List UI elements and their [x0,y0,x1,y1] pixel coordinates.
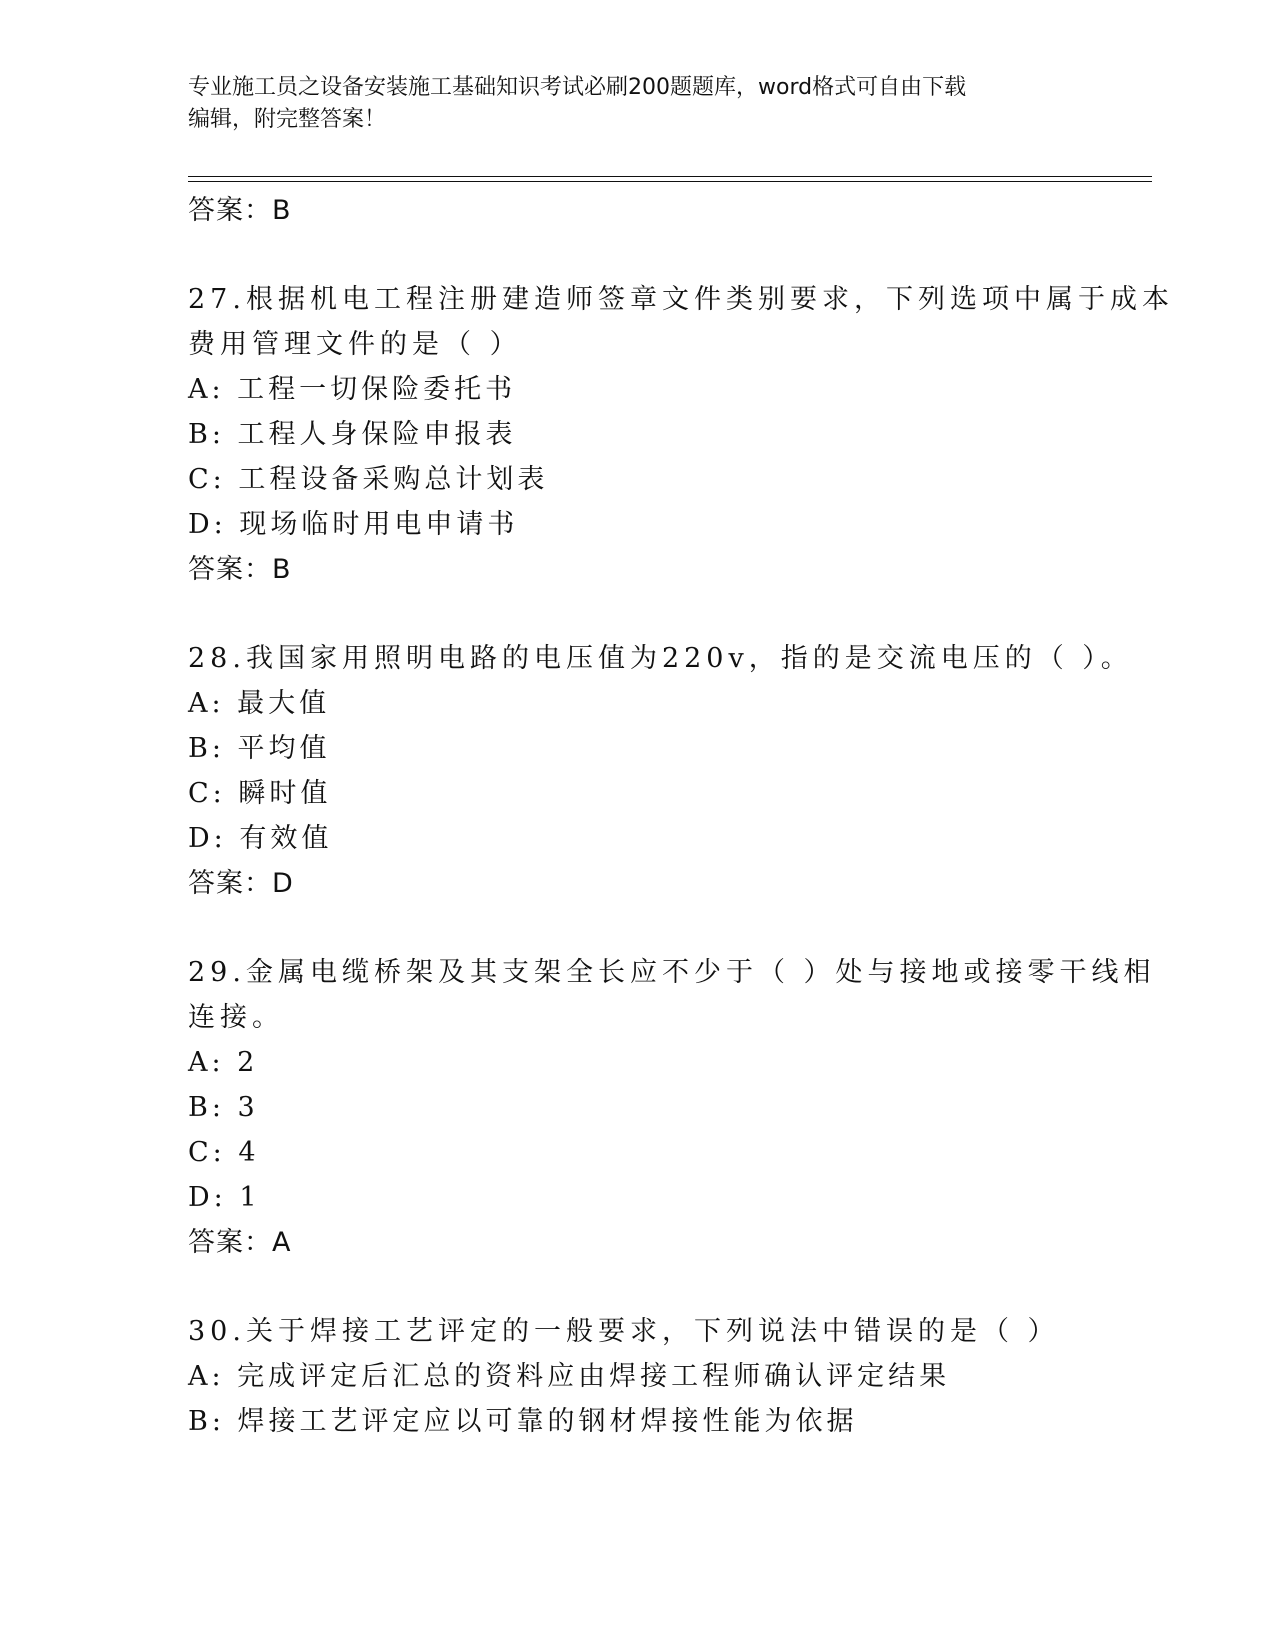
question-stem: 27.根据机电工程注册建造师签章文件类别要求，下列选项中属于成本 [188,284,1174,315]
header-divider-bottom [188,181,1152,182]
question-stem: 28.我国家用照明电路的电压值为220v，指的是交流电压的（ ）。 [188,643,1133,674]
option-a: A: 完成评定后汇总的资料应由焊接工程师确认评定结果 [188,1361,951,1392]
option-a: A: 最大值 [188,688,331,719]
answer-line: 答案：A [188,1227,292,1258]
option-c: C: 瞬时值 [188,778,332,809]
document-body [188,188,1174,1444]
header-line-2: 编辑，附完整答案！ [188,107,387,132]
option-a: A: 工程一切保险委托书 [188,374,517,405]
option-c: C: 4 [188,1137,260,1168]
header-divider-top [188,176,1152,177]
question-stem-continued: 费用管理文件的是（ ） [188,329,522,360]
answer-line: 答案：B [188,554,292,585]
option-b: B: 3 [188,1092,259,1123]
option-b: B: 平均值 [188,733,331,764]
question-30 [188,1309,1088,1444]
answer-line: 答案：B [188,195,292,226]
option-a: A: 2 [188,1047,259,1078]
question-27 [188,277,1174,592]
question-stem: 30.关于焊接工艺评定的一般要求，下列说法中错误的是（ ） [188,1316,1060,1347]
question-29 [188,950,1156,1265]
option-d: D: 现场临时用电申请书 [188,509,519,540]
document-header [188,72,1068,136]
option-b: B: 工程人身保险申报表 [188,419,517,450]
question-stem-continued: 连接。 [188,1002,284,1033]
option-d: D: 有效值 [188,823,333,854]
question-28 [188,636,1133,906]
header-line-1: 专业施工员之设备安装施工基础知识考试必刷200题题库，word格式可自由下载 [188,75,967,100]
option-c: C: 工程设备采购总计划表 [188,464,549,495]
answer-line: 答案：D [188,868,294,899]
option-b: B: 焊接工艺评定应以可靠的钢材焊接性能为依据 [188,1406,858,1437]
option-d: D: 1 [188,1182,261,1213]
question-stem: 29.金属电缆桥架及其支架全长应不少于（ ）处与接地或接零干线相 [188,957,1156,988]
